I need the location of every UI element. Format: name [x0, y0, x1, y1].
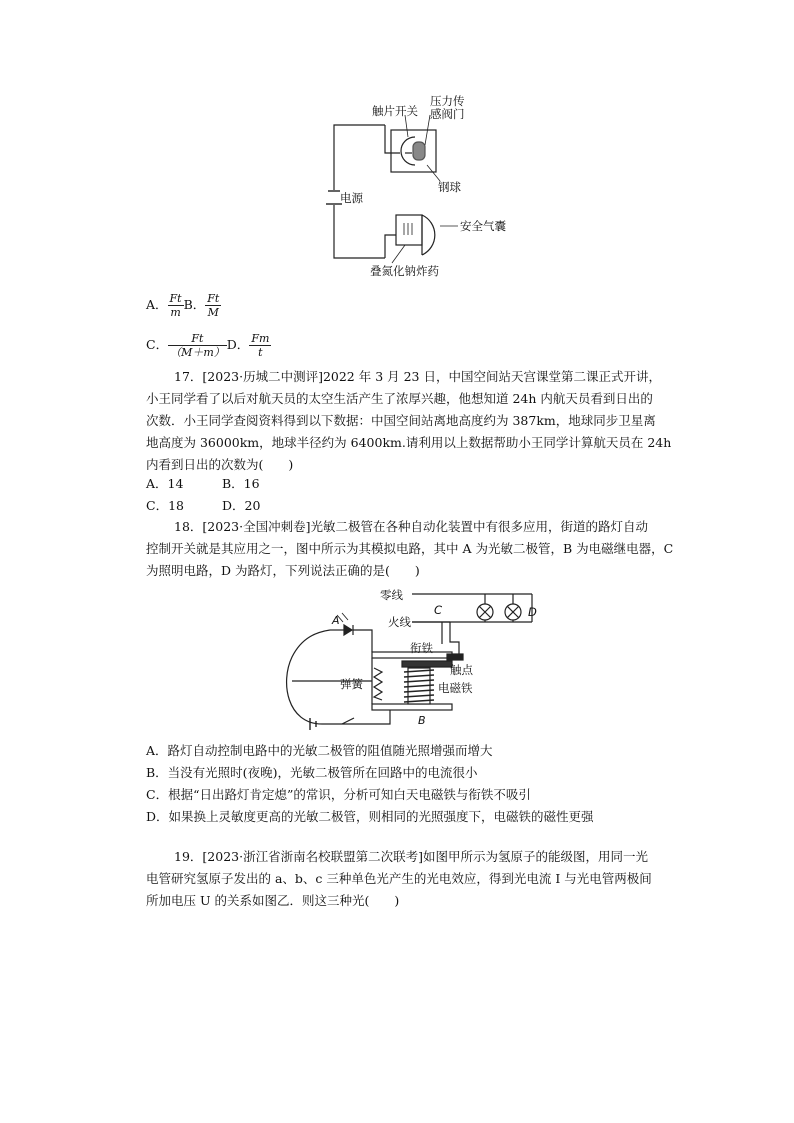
- lamp-icon: [505, 604, 521, 620]
- q19-line: 19．[2023·浙江省浙南名校联盟第二次联考]如图甲所示为氢原子的能级图，用同一光: [174, 849, 648, 864]
- label-contact: 触点: [450, 663, 473, 677]
- q17-line: 17．[2023·历城二中测评]2022 年 3 月 23 日，中国空间站天宫课堂第二课正式开讲，: [174, 369, 661, 384]
- label-c: C: [434, 603, 443, 617]
- label-power: 电源: [340, 191, 363, 205]
- q16-d-num: Fm: [251, 332, 270, 345]
- label-neutral: 零线: [380, 588, 403, 602]
- q18-line: 控制开关就是其应用之一，图中所示为其模拟电路，其中 A 为光敏二极管，B 为电磁继电器，C: [146, 541, 674, 556]
- armature: [402, 661, 452, 667]
- q18-option-a: A．路灯自动控制电路中的光敏二极管的阻值随光照增强而增大: [146, 743, 493, 758]
- q18-options: [146, 740, 666, 828]
- q17-line: 小王同学看了以后对航天员的太空生活产生了浓厚兴趣，他想知道 24h 内航天员看到日出的: [146, 391, 653, 406]
- label-spring: 弹簧: [340, 677, 363, 691]
- q17-line: 内看到日出的次数为( ): [146, 457, 294, 472]
- steel-ball: [413, 142, 425, 160]
- q17-line: 次数．小王同学查阅资料得到以下数据：中国空间站离地高度约为 387km，地球同步卫星离: [146, 413, 656, 428]
- q16-d-den: t: [258, 346, 263, 359]
- photodiode-icon: [344, 625, 352, 635]
- q16-a-den: m: [170, 306, 181, 319]
- q17-option-b: B．16: [222, 476, 260, 491]
- question-17: [146, 366, 672, 476]
- q16-a-num: Ft: [169, 292, 182, 305]
- q17-option-a: A．14: [146, 476, 184, 491]
- q17-line: 地高度为 36000km，地球半径约为 6400km.请利用以上数据帮助小王同学计算航天员在 24h: [146, 435, 672, 450]
- label-armature: 衔铁: [410, 641, 433, 655]
- label-valve-1: 压力传: [430, 95, 465, 108]
- q16-c-num: Ft: [168, 332, 227, 346]
- lamp-icon: [477, 604, 493, 620]
- label-live: 火线: [388, 615, 411, 629]
- label-explosive: 叠氮化钠炸药: [370, 264, 439, 278]
- airbag-dome: [422, 215, 435, 255]
- q16-b-den: M: [207, 306, 219, 319]
- label-valve-2: 感阀门: [430, 107, 465, 121]
- q18-line: 为照明电路，D 为路灯，下列说法正确的是( ): [146, 563, 420, 578]
- q16-a-letter: A．: [146, 297, 168, 312]
- q16-c-den: （M＋m）: [170, 346, 225, 359]
- label-a: A: [332, 614, 340, 627]
- label-b: B: [418, 714, 426, 727]
- q18-option-d: D．如果换上灵敏度更高的光敏二极管，则相同的光照强度下，电磁铁的磁性更强: [146, 809, 594, 824]
- label-airbag: 安全气囊: [460, 219, 506, 233]
- label-magnet: 电磁铁: [438, 681, 473, 695]
- label-switch: 触片开关: [372, 104, 418, 118]
- q16-b-letter: B．: [183, 297, 206, 312]
- wire-top: [334, 125, 385, 190]
- q16-a-fraction: [168, 292, 184, 319]
- q18-option-b: B．当没有光照时(夜晚)，光敏二极管所在回路中的电流很小: [146, 765, 478, 780]
- q17-option-d: D．20: [222, 498, 261, 513]
- q17-options-row-1: [146, 474, 260, 492]
- label-d: D: [528, 605, 537, 619]
- question-19: [146, 846, 666, 912]
- airbag-base: [396, 215, 422, 245]
- q17-options-row-2: [146, 496, 260, 514]
- relay-circuit-figure: [282, 582, 552, 732]
- airbag-circuit-figure: [300, 95, 520, 280]
- q18-line: 18．[2023·全国冲刺卷]光敏二极管在各种自动化装置中有很多应用，街道的路灯自动: [174, 519, 648, 534]
- q16-b-num: Ft: [207, 292, 220, 305]
- q16-c-fraction: [168, 332, 227, 359]
- q18-option-c: C．根据“日出路灯肯定熄”的常识，分析可知白天电磁铁与衔铁不吸引: [146, 787, 531, 802]
- question-18: [146, 516, 674, 582]
- q16-option-c-d: [146, 332, 271, 359]
- wire-bottom: [334, 205, 385, 258]
- spring: [374, 668, 382, 700]
- q16-d-fraction: [249, 332, 271, 359]
- q16-b-fraction: [205, 292, 221, 319]
- label-ball: 钢球: [438, 180, 461, 194]
- q16-c-letter: C．: [146, 337, 169, 352]
- q19-line: 所加电压 U 的关系如图乙．则这三种光( ): [146, 893, 400, 908]
- q17-option-c: C．18: [146, 498, 184, 513]
- q16-option-a-b: [146, 292, 221, 319]
- q16-d-letter: D．: [226, 337, 250, 352]
- q19-line: 电管研究氢原子发出的 a、b、c 三种单色光产生的光电效应，得到光电流 I 与光电管两极间: [146, 871, 652, 886]
